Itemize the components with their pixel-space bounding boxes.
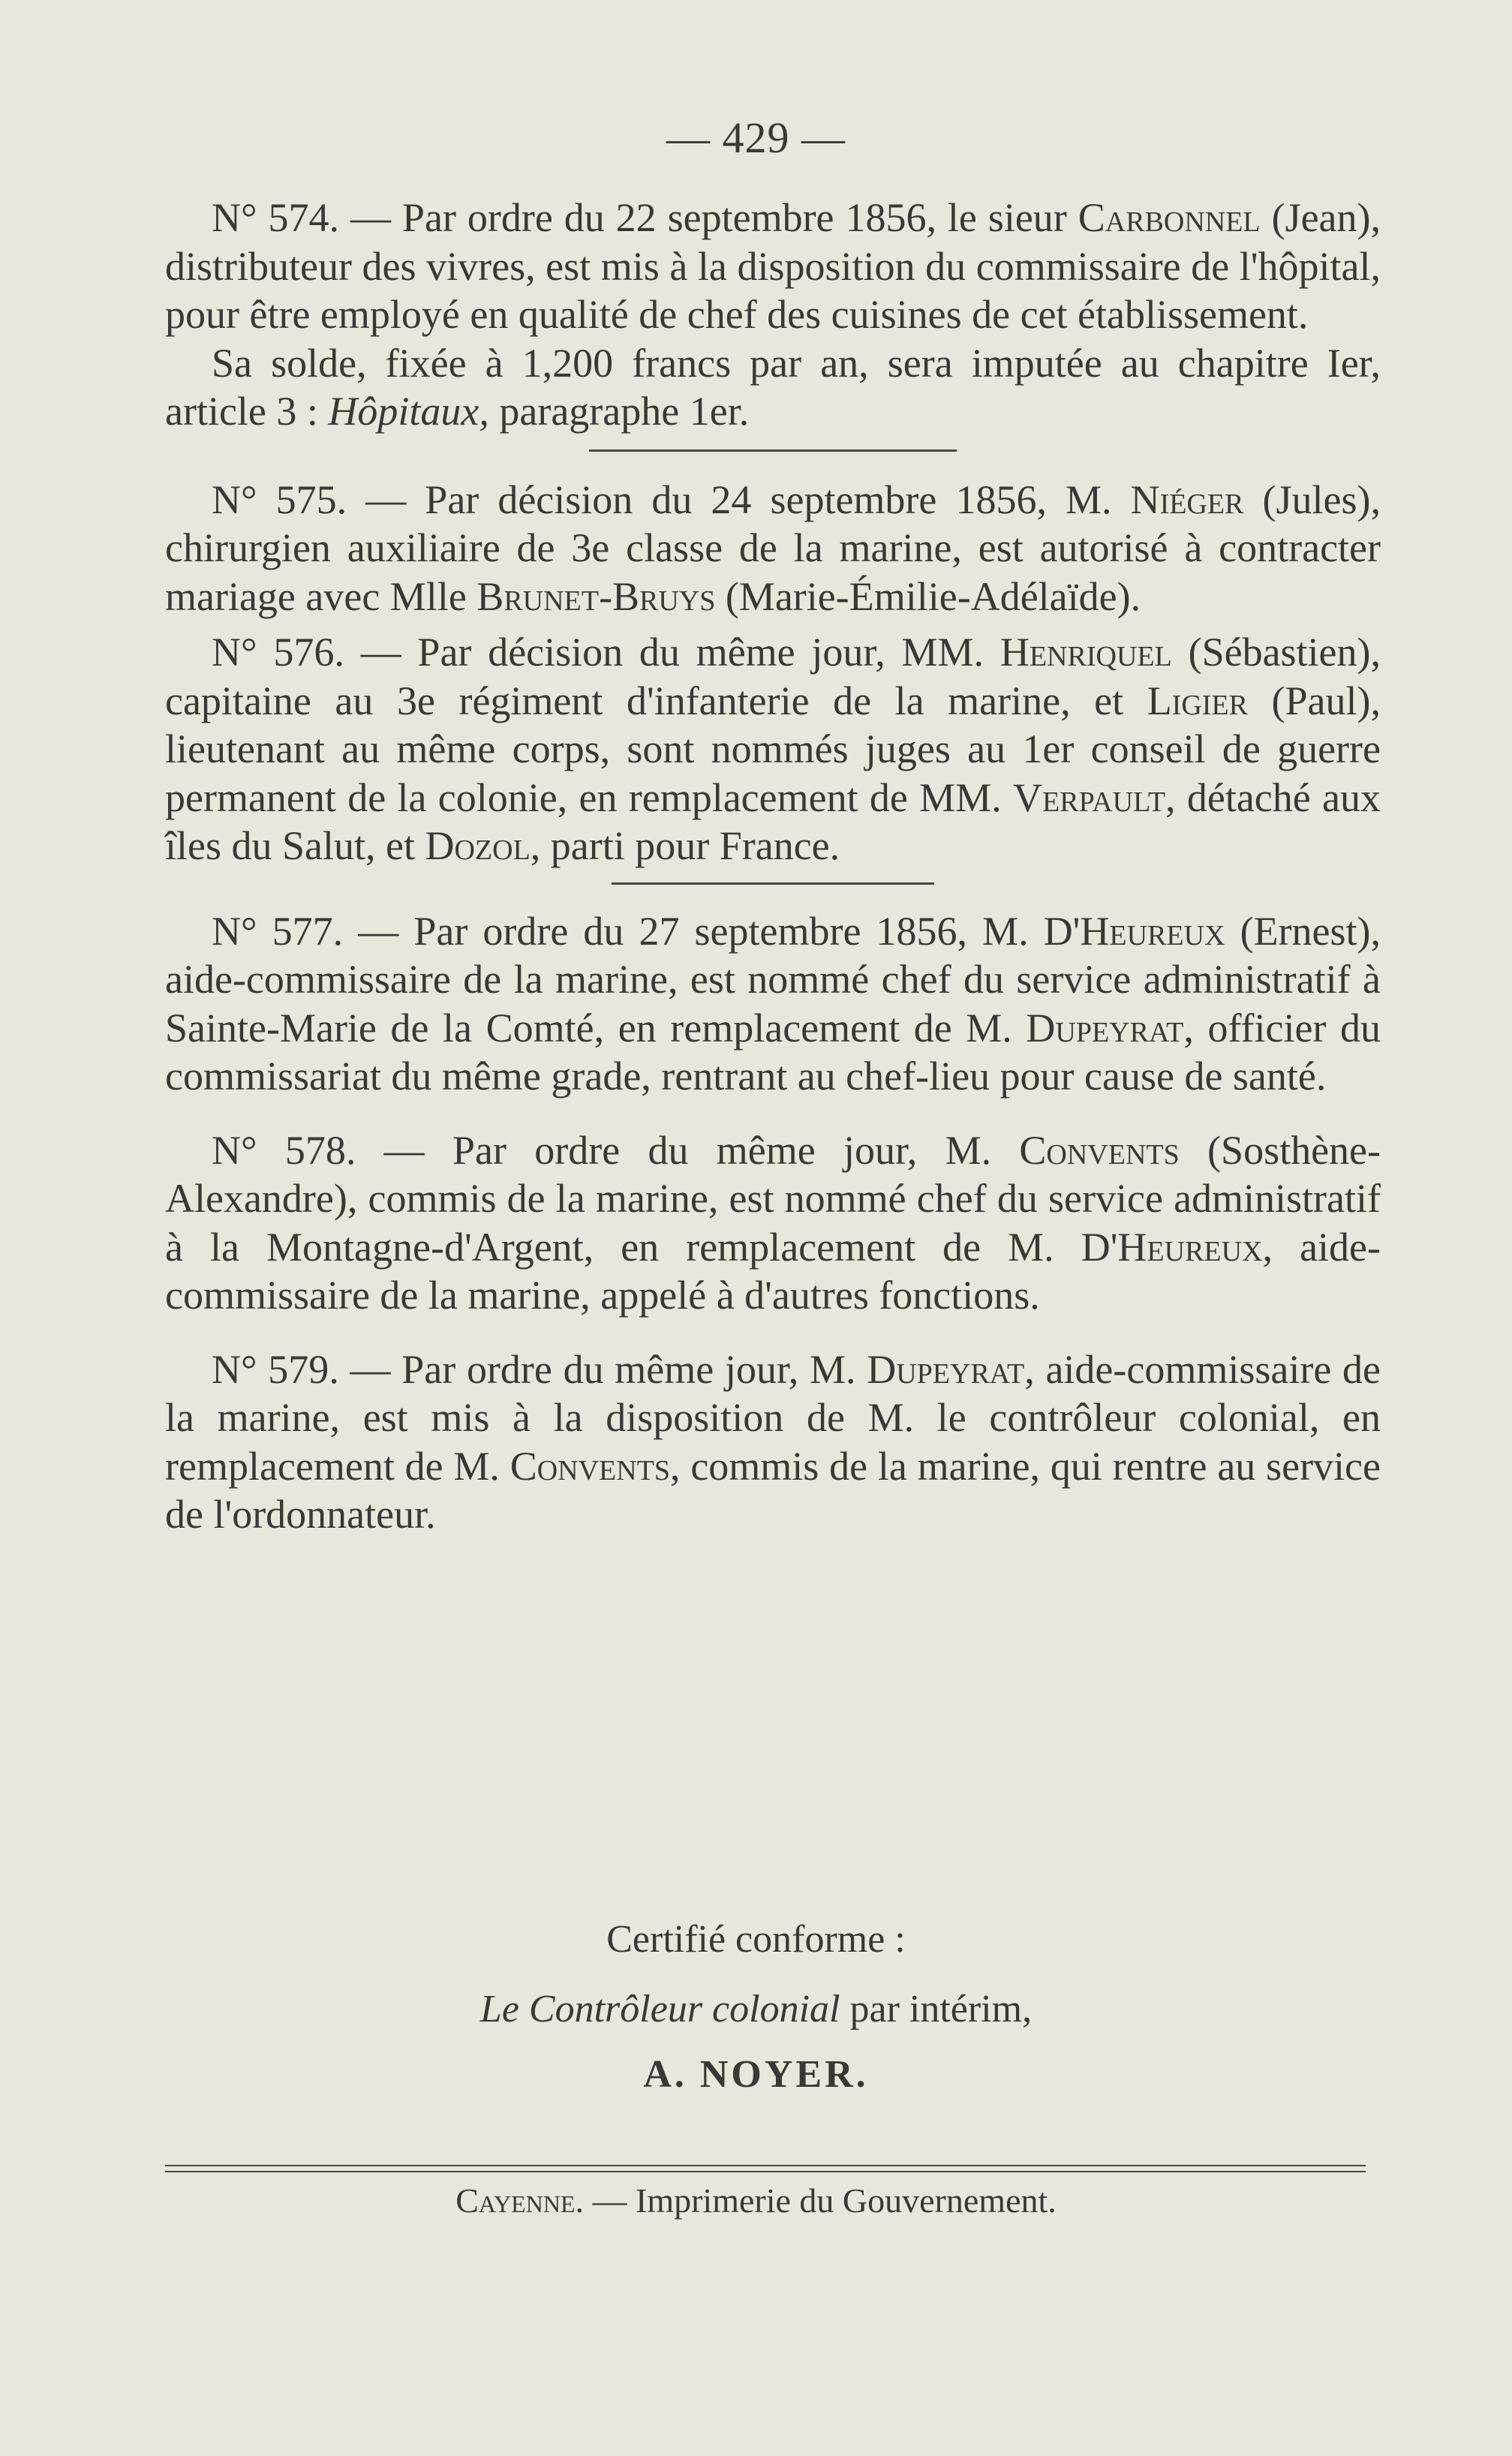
person-name: Convents (510, 1443, 671, 1489)
person-name: D'Heureux (1081, 1224, 1263, 1270)
entry-text: , commis de la marine, qui rentre au service de l'ordonnateur. (165, 1443, 1381, 1537)
entry-number: N° 578. (212, 1127, 356, 1173)
entry-text: (Paul), lieutenant au même corps, sont nommés juges au 1er conseil de guerre permanent de la colonie, en remplacement de MM. (165, 678, 1381, 820)
entry-576 (165, 628, 1381, 870)
entry-number: N° 574. (212, 195, 340, 240)
entry-578 (165, 1126, 1381, 1320)
person-name: Carbonnel (1078, 195, 1261, 240)
imprint-text: — Imprimerie du Gouvernement. (584, 2181, 1057, 2220)
document-body (165, 194, 1381, 1539)
entry-text: paragraphe 1er. (488, 389, 750, 434)
entry-text: (Sosthène-Alexandre), commis de la marine, est nommé chef du service administratif à la Montagne-d'Argent, en remplacement de M. (165, 1127, 1381, 1270)
entry-number: N° 575. (212, 476, 347, 522)
entry-text: — Par ordre du même jour, M. (338, 1346, 867, 1392)
entry-text: — Par décision du 24 septembre 1856, M. (347, 476, 1131, 522)
entry-579 (165, 1345, 1381, 1539)
entry-574 (165, 194, 1381, 339)
page-number: — 429 — (666, 113, 846, 162)
entry-577 (165, 907, 1381, 1101)
entry-text: Sa solde, fixée à 1,200 francs par an, sera imputée au chapitre Ier, article 3 : (165, 340, 1381, 434)
person-name: Convents (1019, 1127, 1180, 1173)
person-name: Niéger (1130, 476, 1244, 522)
entry-number: N° 577. (212, 908, 344, 954)
signatory-title (0, 1987, 1512, 2031)
entry-text: (Jules), chirurgien auxiliaire de 3e classe de la marine, est autorisé à contracter mariage avec Mlle (165, 476, 1381, 619)
entry-text: — Par ordre du 27 septembre 1856, M. (343, 908, 1044, 954)
entry-text: , aide-commissaire de la marine, est mis à la disposition de M. le contrôleur colonial, en remplacement de M. (165, 1346, 1381, 1489)
person-name: D'Heureux (1043, 908, 1225, 954)
entry-text: , officier du commissariat du même grade, rentrant au chef-lieu pour cause de santé. (165, 1005, 1381, 1099)
section-divider (612, 882, 934, 885)
entry-text: — Par ordre du 22 septembre 1856, le sieur (339, 195, 1078, 240)
person-name: Verpault (1013, 774, 1166, 820)
entry-text: (Sébastien), capitaine au 3e régiment d'infanterie de la marine, et (165, 630, 1381, 723)
signatory-name: A. NOYER. (643, 2053, 869, 2096)
budget-chapter-title: Hôpitaux, (328, 389, 489, 434)
person-name: Dupeyrat (1026, 1005, 1184, 1051)
signatory-title-italic: Le Contrôleur colonial (479, 1988, 840, 2031)
imprint-city: Cayenne. (455, 2181, 584, 2220)
person-name: Henriquel (999, 630, 1172, 675)
entry-text: (Jean), distributeur des vivres, est mis à la disposition du commissaire de l'hôpital, pour être employé en qualité de chef des cuisines de cet établissement. (165, 195, 1381, 337)
printer-imprint (0, 2181, 1512, 2220)
person-name: Ligier (1147, 678, 1248, 723)
certification-line: Certifié conforme : (606, 1918, 906, 1961)
footer-divider (165, 2165, 1366, 2172)
person-name: Dozol (425, 823, 531, 868)
entry-text: , détaché aux îles du Salut, et (165, 774, 1381, 868)
entry-text: , parti pour France. (530, 823, 840, 868)
entry-number: N° 579. (212, 1346, 339, 1392)
entry-text: (Ernest), aide-commissaire de la marine, est nommé chef du service administratif à Sainte-Marie de la Comté, en remplacement de M. (165, 908, 1381, 1051)
person-name: Brunet-Bruys (476, 573, 716, 619)
signatory-title-rest: par intérim, (840, 1988, 1033, 2031)
entry-text: , aide-commissaire de la marine, appelé à d'autres fonctions. (165, 1224, 1381, 1318)
entry-text: — Par décision du même jour, MM. (344, 630, 1000, 675)
person-name: Dupeyrat (867, 1346, 1025, 1392)
entry-575 (165, 476, 1381, 621)
entry-574-pay-paragraph (165, 339, 1381, 436)
entry-text: — Par ordre du même jour, M. (356, 1127, 1020, 1173)
entry-text: (Marie-Émilie-Adélaïde). (715, 573, 1141, 619)
section-divider (589, 449, 957, 452)
entry-number: N° 576. (212, 630, 344, 675)
